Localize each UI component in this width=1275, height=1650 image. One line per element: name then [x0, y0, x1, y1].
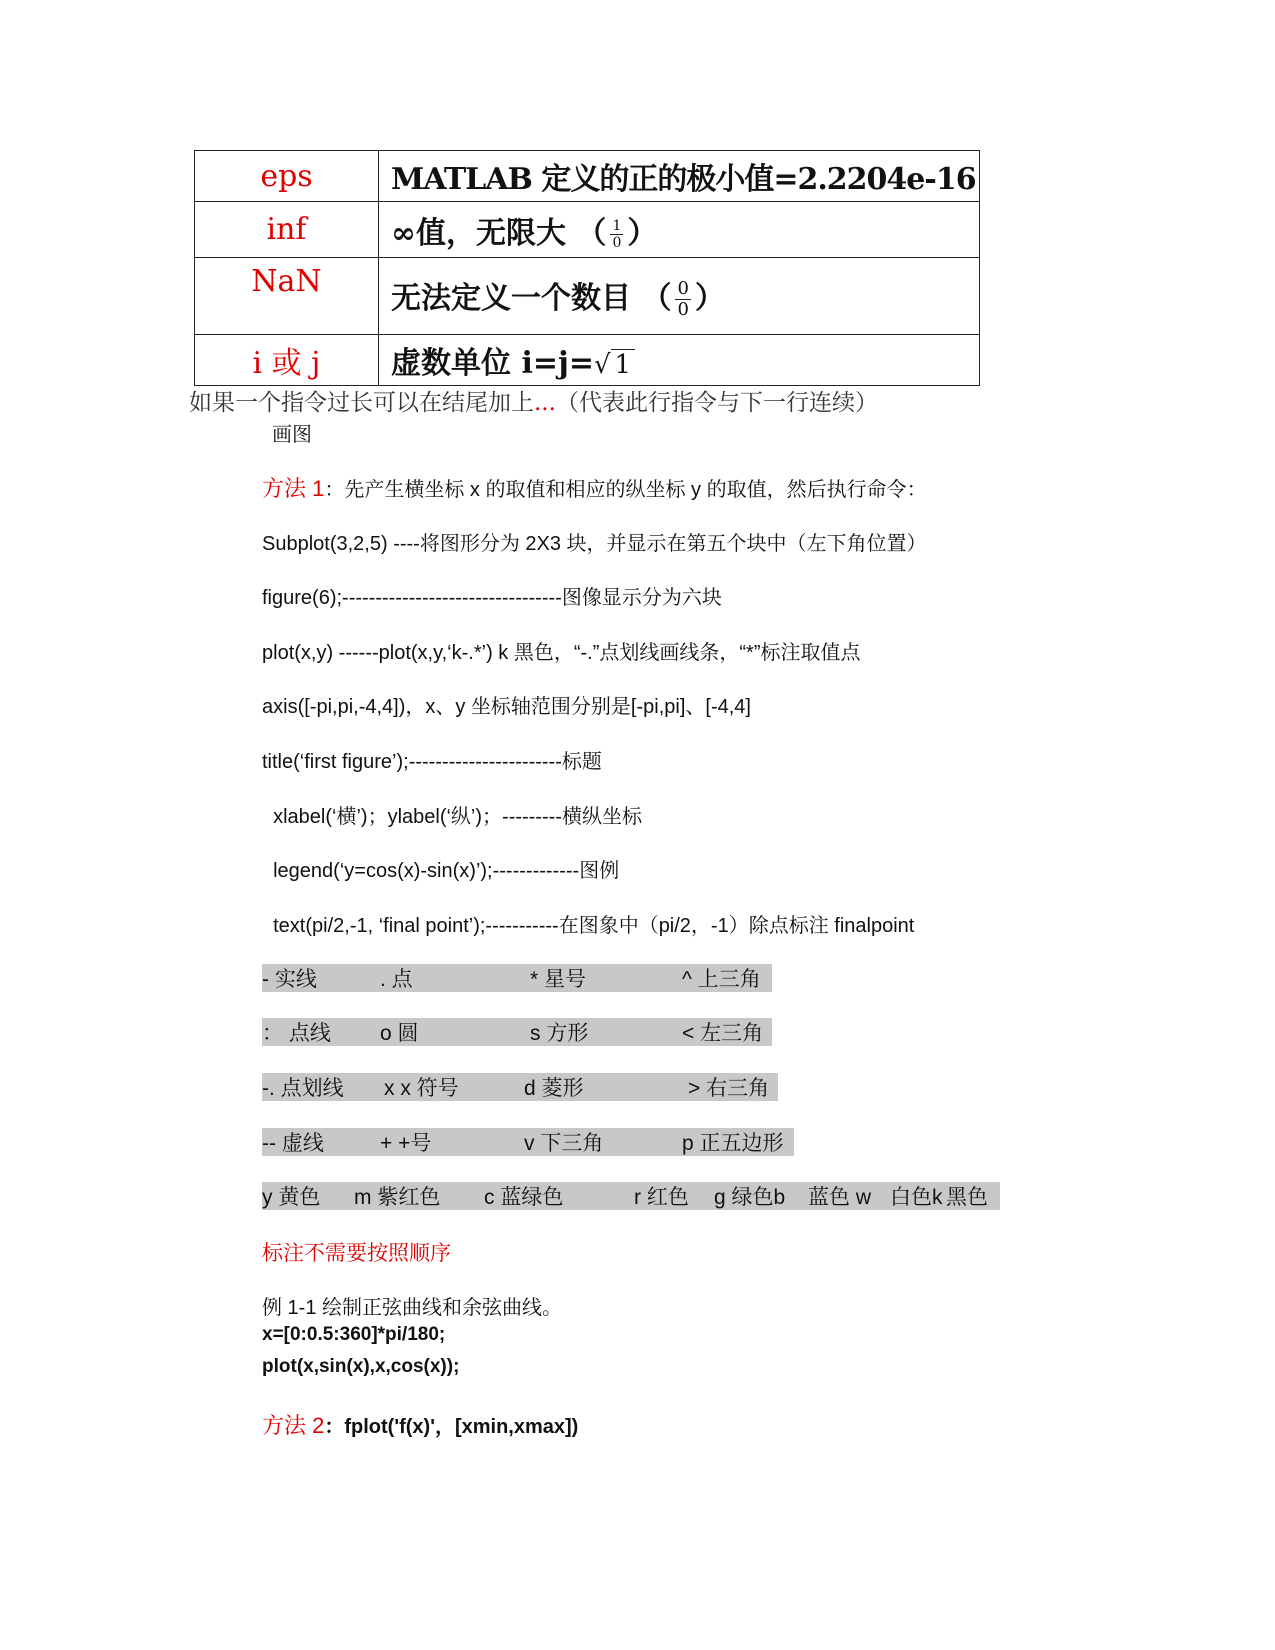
color-cell: m 紫红色 [354, 1186, 441, 1209]
constants-table [194, 150, 980, 386]
style-cell: * 星号 [530, 968, 587, 991]
example-code: plot(x,sin(x),x,cos(x)); [262, 1356, 460, 1377]
style-cell: < 左三角 [682, 1022, 764, 1045]
table-row [195, 202, 980, 258]
cmd-line: Subplot(3,2,5) ----将图形分为 2X3 块，并显示在第五个块中（左下角位置） [262, 533, 927, 555]
example-code: x=[0:0.5:360]*pi/180; [262, 1324, 446, 1345]
style-cell: p 正五边形 [682, 1132, 784, 1155]
cmd-line: axis([-pi,pi,-4,4])，x、y 坐标轴范围分别是[-pi,pi]、[-4,4] [262, 696, 751, 718]
style-cell: -. 点划线 [262, 1077, 344, 1100]
style-row [262, 1018, 772, 1046]
cmd-line: figure(6);---------------------------------图像显示分为六块 [262, 587, 722, 609]
constant-name: NaN [195, 258, 379, 335]
cmd-line: xlabel(‘横’)；ylabel(‘纵’)；---------横纵坐标 [262, 806, 642, 828]
style-cell: + +号 [380, 1132, 432, 1155]
constant-desc [379, 258, 980, 335]
desc-text: ∞值，无限大 （ [391, 215, 607, 251]
style-row [262, 1073, 778, 1101]
color-cell: g 绿色b [714, 1186, 786, 1209]
note-rest: （代表此行指令与下一行连续） [555, 390, 878, 416]
note-text: 如果一个指令过长可以在结尾加上 [189, 390, 534, 416]
fraction [610, 219, 623, 250]
style-cell: ： 点线 [262, 1022, 331, 1045]
style-row [262, 964, 772, 992]
constant-name: inf [195, 202, 379, 258]
color-cell: r 红色 [634, 1186, 689, 1209]
order-note: 标注不需要按照顺序 [262, 1242, 451, 1265]
fraction-numerator: 1 [612, 218, 622, 234]
method1-text: ：先产生横坐标 x 的取值和相应的纵坐标 y 的取值，然后执行命令： [324, 479, 927, 501]
desc-suffix: ） [694, 280, 725, 316]
fraction-denominator: 0 [677, 299, 689, 321]
method2-line [262, 1409, 578, 1440]
cmd-line: plot(x,y) ------plot(x,y,‘k-.*’) k 黑色，“-.”点划线画线条，“*”标注取值点 [262, 642, 861, 664]
style-cell: ^ 上三角 [682, 968, 761, 991]
constant-name: eps [195, 151, 379, 202]
style-cell: v 下三角 [524, 1132, 604, 1155]
continuation-note [189, 384, 878, 417]
table-row [195, 335, 980, 386]
table-row [195, 258, 980, 335]
color-cell: 白色k [890, 1186, 943, 1209]
style-cell: > 右三角 [688, 1077, 770, 1100]
method1-line [262, 472, 927, 503]
constant-desc [379, 335, 980, 386]
radicand: 1 [611, 349, 636, 380]
example-title: 例 1-1 绘制正弦曲线和余弦曲线。 [262, 1297, 563, 1319]
constant-name: i 或 j [195, 335, 379, 386]
constant-desc: MATLAB 定义的正的极小值=2.2204e-16 [379, 151, 980, 202]
table-row [195, 151, 980, 202]
method1-label: 方法 1 [262, 476, 325, 501]
color-cell: 黑色 [946, 1186, 988, 1209]
desc-text: 无法定义一个数目 （ [391, 280, 672, 316]
style-cell: -- 虚线 [262, 1132, 324, 1155]
desc-text: 虚数单位 i=j= [391, 346, 594, 381]
method2-label: 方法 2 [262, 1413, 325, 1438]
color-cell: c 蓝绿色 [484, 1186, 564, 1209]
color-cell: y 黄色 [262, 1186, 321, 1209]
sqrt-symbol: √ 1 [594, 349, 635, 380]
style-cell: x x 符号 [384, 1077, 459, 1100]
cmd-line: text(pi/2,-1, ‘final point’);-----------在图象中（pi/2，-1）除点标注 finalpoint [262, 915, 915, 937]
style-row [262, 1128, 794, 1156]
note-dots: ... [534, 390, 556, 416]
fraction [675, 280, 690, 319]
style-cell: s 方形 [530, 1022, 589, 1045]
style-cell: . 点 [380, 968, 413, 991]
desc-suffix: ） [627, 215, 658, 251]
style-cell: o 圆 [380, 1022, 419, 1045]
style-cell: d 菱形 [524, 1077, 584, 1100]
style-cell: - 实线 [262, 968, 317, 991]
cmd-line: title(‘first figure’);-----------------------标题 [262, 751, 602, 773]
cmd-line: legend(‘y=cos(x)-sin(x)’);-------------图例 [262, 860, 620, 882]
color-row [262, 1182, 1000, 1210]
method2-text: ：fplot('f(x)'，[xmin,xmax]) [324, 1416, 579, 1438]
fraction-denominator: 0 [612, 235, 622, 251]
constant-desc [379, 202, 980, 258]
section-heading: 画图 [272, 424, 312, 446]
color-cell: 蓝色 w [808, 1186, 871, 1209]
fraction-numerator: 0 [677, 278, 689, 300]
